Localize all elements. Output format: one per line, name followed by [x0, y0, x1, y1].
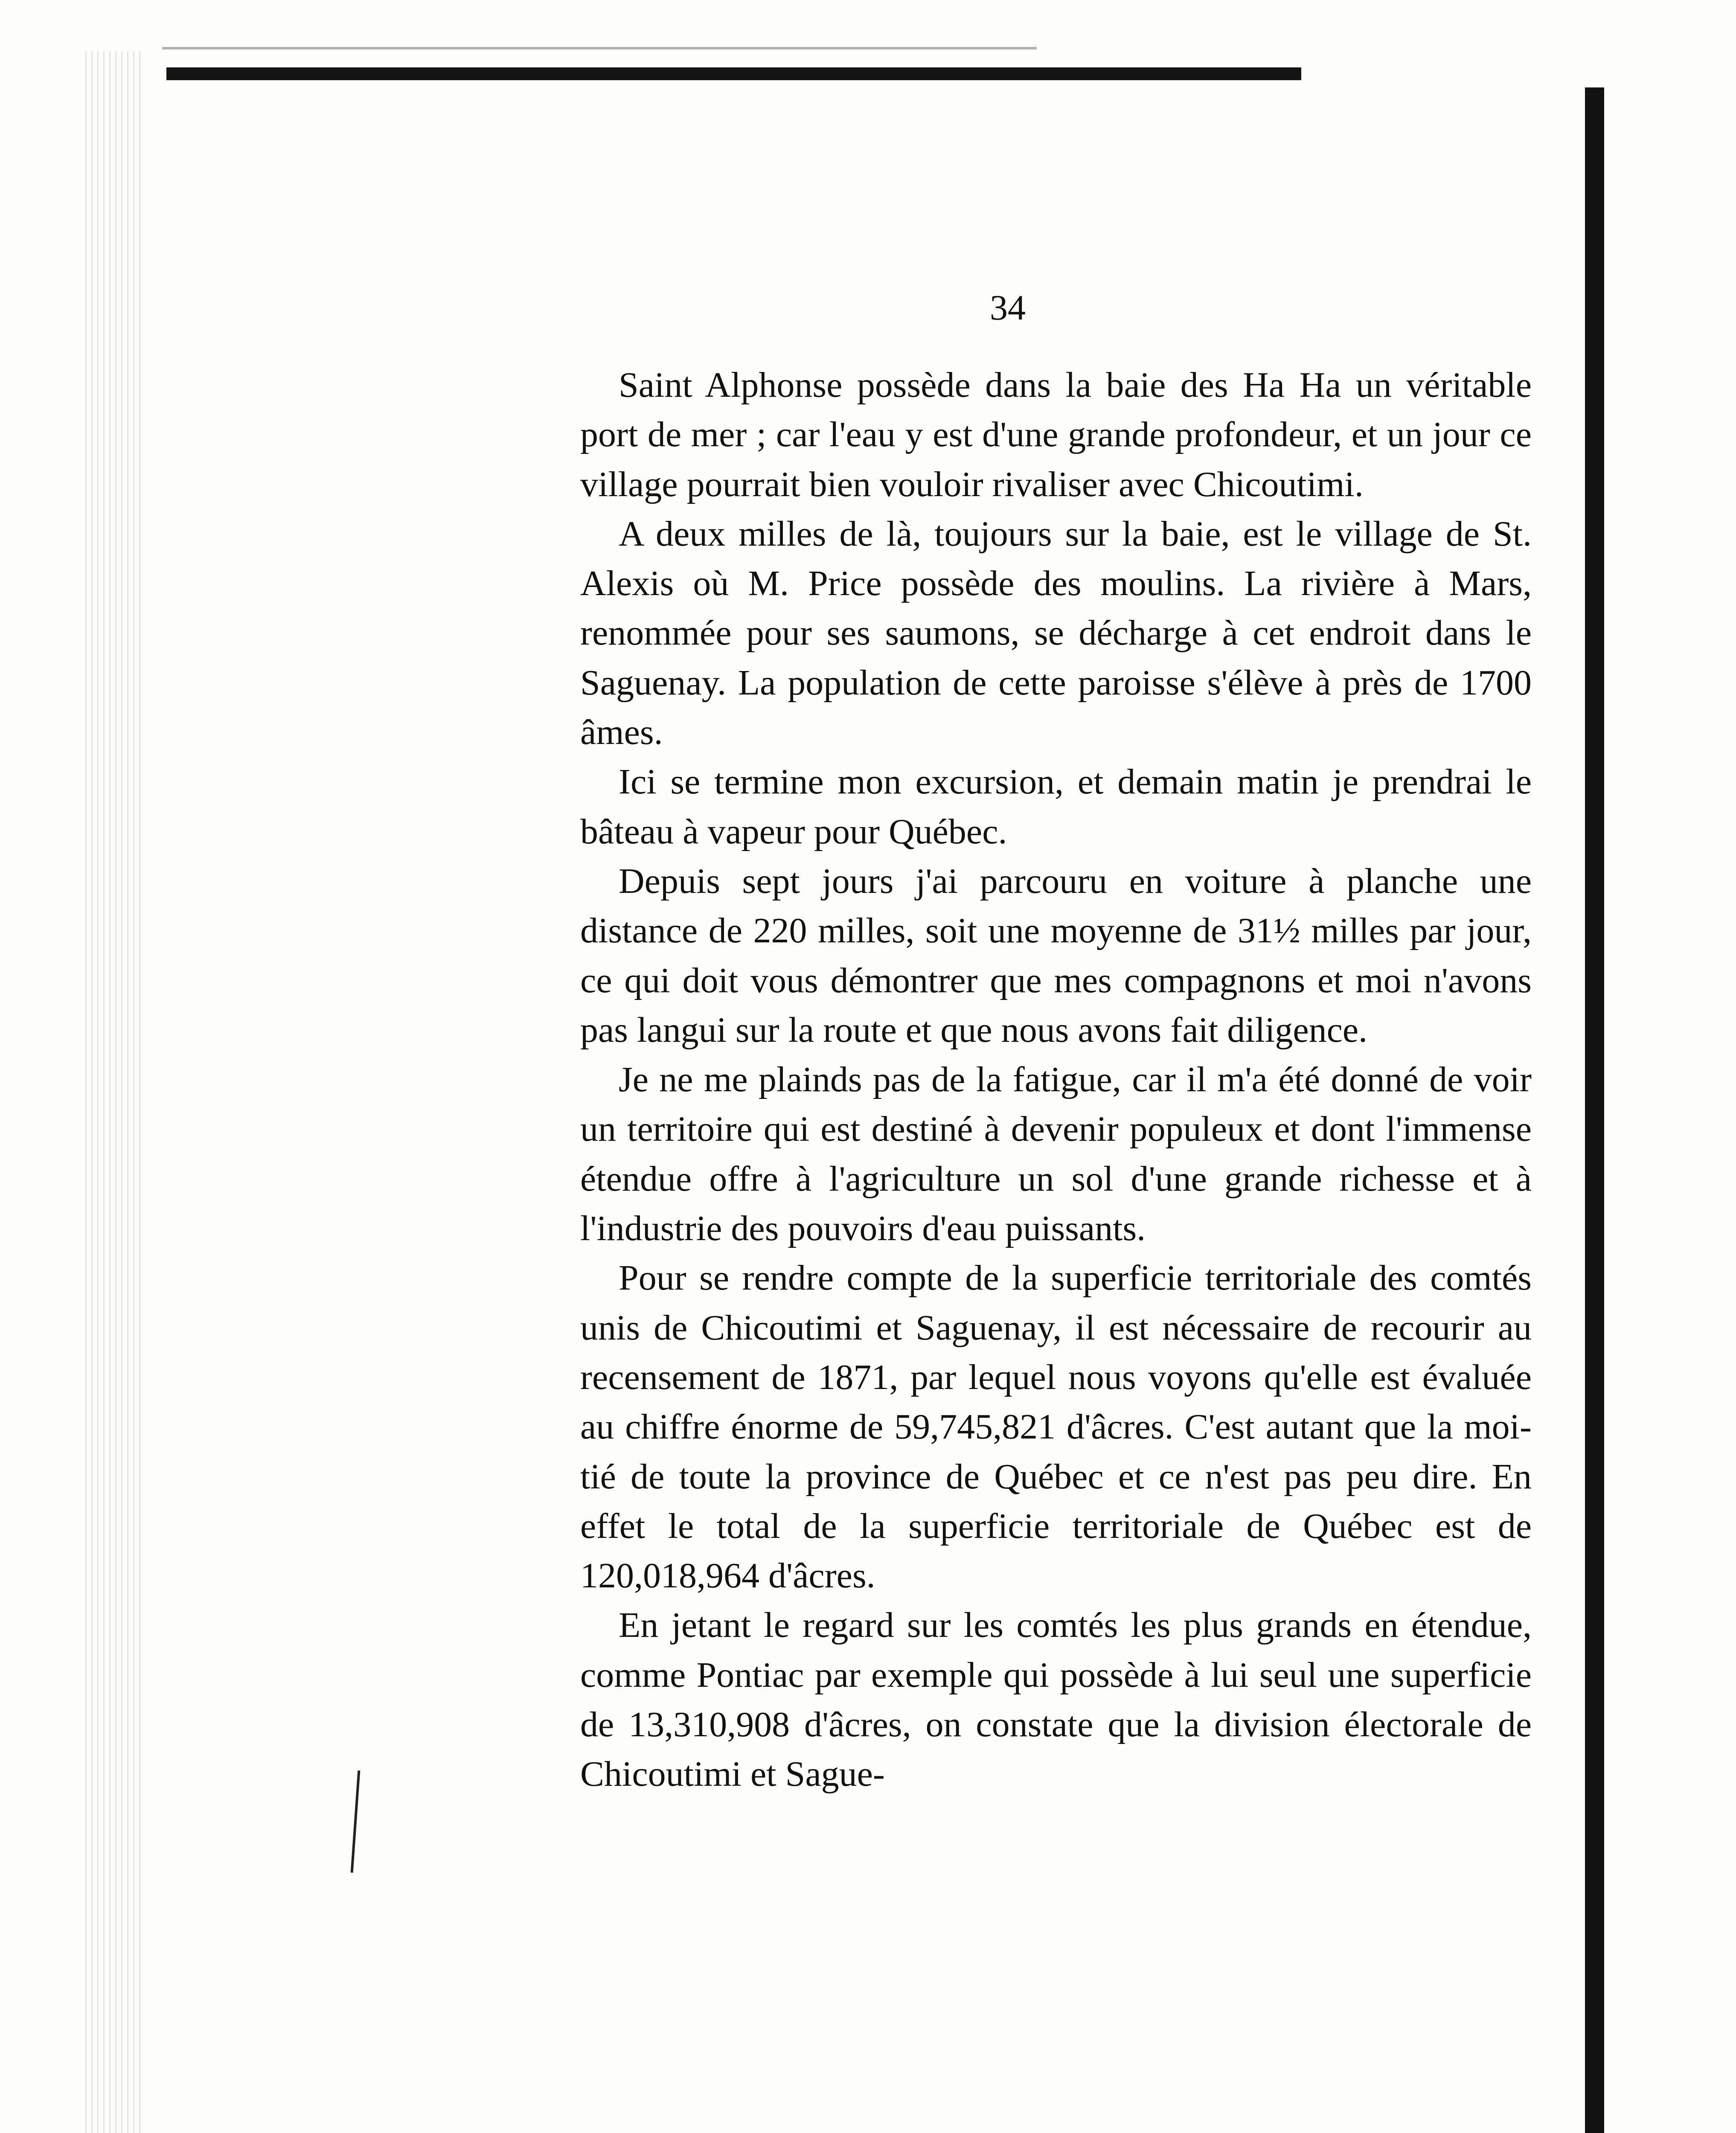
paragraph-1: Saint Alphonse possède dans la baie des Ha Ha un véritable port de mer ; car l'eau y est d'une grande profondeur, et un jour ce village pourrait bien vouloir rivaliser avec Chicoutimi. — [580, 365, 1532, 504]
binding-edge — [85, 51, 145, 2133]
top-edge-noise — [162, 47, 1037, 49]
stray-mark — [351, 1770, 361, 1873]
page-number: 34 — [990, 288, 1026, 328]
top-rule — [166, 67, 1301, 80]
paragraph-7: En jetant le regard sur les comtés les plus grands en étendue, comme Pontiac par exemple qui possède à lui seul une superficie de 13,310,908 d'âcres, on constate que la division électorale de Chicoutimi et Sague- — [580, 1605, 1532, 1794]
paragraph-2: A deux milles de là, toujours sur la baie, est le village de St. Alexis où M. Price possède des moulins. La rivière à Mars, renommée pour ses saumons, se décharge à cet endroit dans le Saguenay. La population de cette paroisse s'élève à près de 1700 âmes. — [580, 514, 1532, 753]
paragraph-4: Depuis sept jours j'ai parcouru en voiture à planche une distance de 220 milles, soit une moyenne de 31½ milles par jour, ce qui doit vous démontrer que mes compagnons et moi n'avons pas langui sur la route et que nous avons fait diligence. — [580, 861, 1532, 1050]
paragraph-5: Je ne me plainds pas de la fatigue, car il m'a été donné de voir un territoire qui est destiné à devenir populeux et dont l'immense étendue offre à l'agriculture un sol d'une grande richesse et à l'industrie des pouvoirs d'eau puissants. — [580, 1060, 1532, 1249]
body-text — [580, 360, 1532, 1799]
right-edge-bar — [1585, 87, 1604, 2133]
paragraph-6: Pour se rendre compte de la superficie territoriale des comtés unis de Chicoutimi et Saguenay, il est nécessaire de recourir au recensement de 1871, par lequel nous voyons qu'elle est évaluée au chiffre énorme de 59,745,821 d'âcres. C'est autant que la moitié de toute la province de Québec et ce n'est pas peu dire. En effet le total de la superficie territoriale de Québec est de 120,018,964 d'âcres. — [580, 1258, 1532, 1596]
paragraph-3: Ici se termine mon excursion, et demain matin je prendrai le bâteau à vapeur pour Québec. — [580, 762, 1532, 851]
